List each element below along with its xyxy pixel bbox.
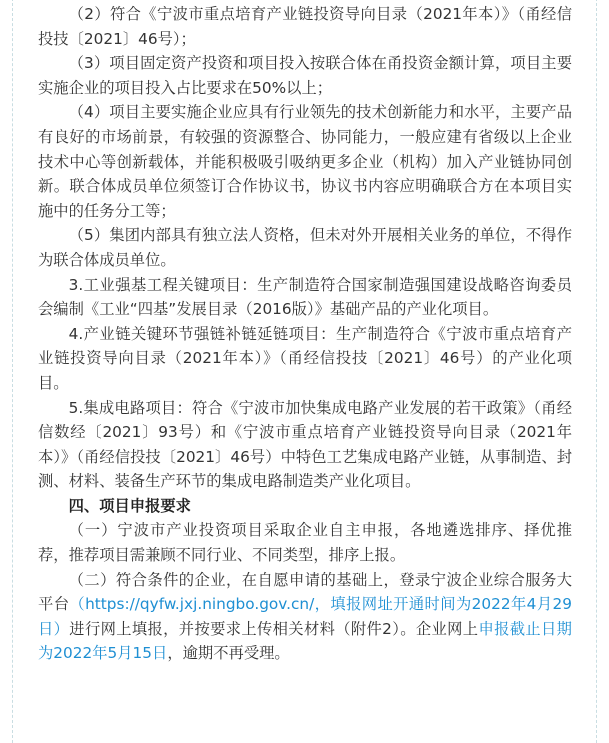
section-heading: 四、项目申报要求	[68, 496, 191, 515]
paragraph-application-1: （一）宁波市产业投资项目采取企业自主申报，各地遴选排序、择优推荐，推荐项目需兼顾不同行业、不同类型，排序上报。	[38, 521, 572, 565]
paragraph-item-3: （3）项目固定资产投资和项目投入按联合体在甬投资金额计算，项目主要实施企业的项目投入占比要求在50%以上；	[38, 54, 572, 97]
application-text-b: 进行网上填报，并按要求上传相关材料（附件2）。企业网上	[69, 619, 479, 638]
deadline-highlight: 申报截止日期为2022年5月15日	[38, 619, 572, 663]
paragraph-item-5: （5）集团内部具有独立法人资格，但未对外开展相关业务的单位，不得作为联合体成员单位。	[38, 226, 572, 269]
paragraph-application-2	[38, 568, 572, 666]
application-text-c: ，逾期不再受理。	[167, 644, 290, 663]
application-text-a: （二）符合条件的企业，在自愿申请的基础上，登录宁波企业综合服务大平台	[38, 570, 572, 614]
paragraph-industrial-foundation: 3.工业强基工程关键项目：生产制造符合国家制造强国建设战略咨询委员会编制《工业“四基”发展目录（2016版）》基础产品的产业化项目。	[38, 275, 572, 319]
article-body	[38, 2, 572, 666]
paragraph-item-4: （4）项目主要实施企业应具有行业领先的技术创新能力和水平，主要产品有良好的市场前景，有较强的资源整合、协同能力，一般应建有省级以上企业技术中心等创新载体，并能积极吸引吸纳更多企业（机构）加入产业链协同创新。联合体成员单位须签订合作协议书，协议书内容应明确联合方在本项目实施中的任务分工等；	[38, 103, 572, 220]
platform-url-link[interactable]: （https://qyfw.jxj.ningbo.gov.cn/，填报网址开通时间为2022年4月29日）	[38, 595, 572, 638]
paragraph-integrated-circuit: 5.集成电路项目：符合《宁波市加快集成电路产业发展的若干政策》（甬经信数经〔2021〕93号）和《宁波市重点培育产业链投资导向目录（2021年本）》（甬经信投技〔2021〕46号）中特色工艺集成电路产业链，从事制造、封测、材料、装备生产环节的集成电路制造类产业化项目。	[38, 398, 572, 491]
paragraph-item-2: （2）符合《宁波市重点培育产业链投资导向目录（2021年本）》（甬经信投技〔2021〕46号）；	[38, 5, 572, 48]
paragraph-industry-chain: 4.产业链关键环节强链补链延链项目：生产制造符合《宁波市重点培育产业链投资导向目录（2021年本）》（甬经信投技〔2021〕46号）的产业化项目。	[38, 324, 572, 392]
